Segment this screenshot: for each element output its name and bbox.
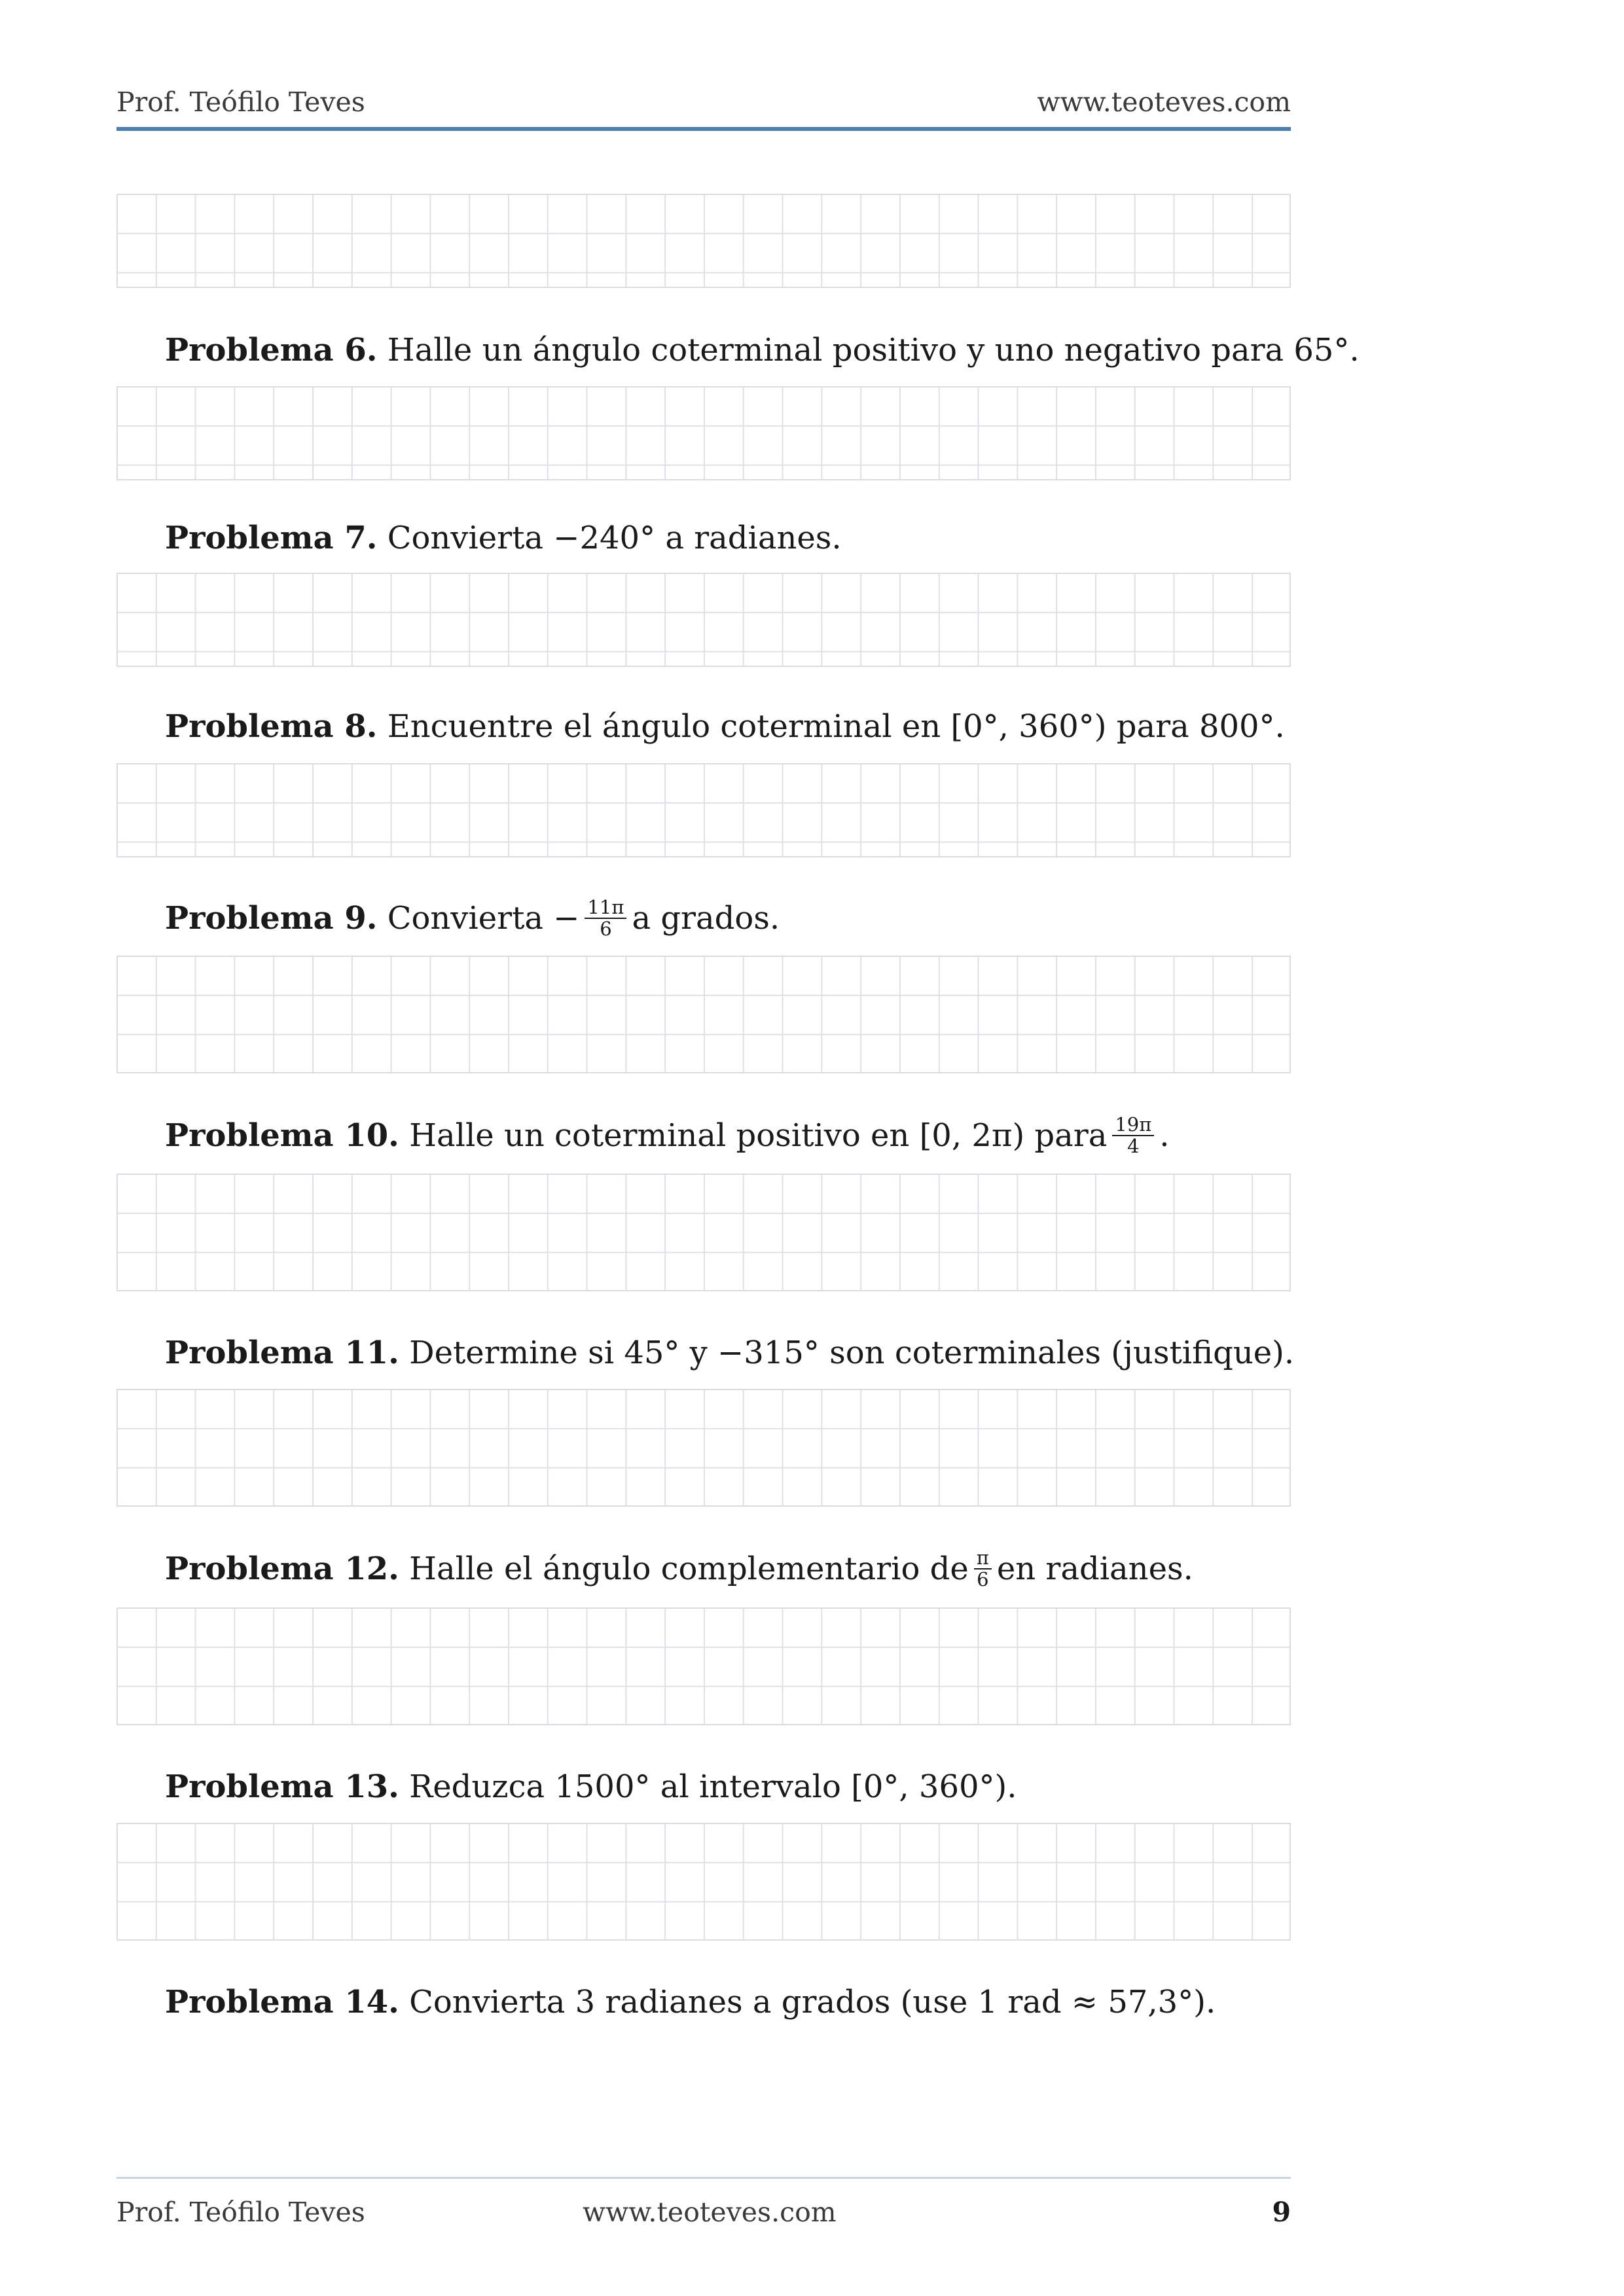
fraction-numerator: 19π [1112,1115,1154,1136]
problem-11 [165,1330,1294,1376]
footer-rule [117,2177,1291,2179]
problem-12-fraction [974,1548,992,1590]
problem-9-text-before: Convierta − [387,900,580,937]
problem-7-text: Convierta −240° a radianes. [387,520,842,556]
fraction-numerator: π [974,1548,992,1570]
footer-author: Prof. Teófilo Teves [117,2197,365,2228]
problem-13-label: Problema 13. [165,1768,399,1805]
answer-grid-7[interactable] [117,573,1291,667]
problem-7 [165,515,842,561]
problem-10 [165,1113,1170,1159]
answer-grid-8[interactable] [117,763,1291,857]
fraction-numerator: 11π [585,897,626,919]
problem-12-text-after: en radianes. [996,1551,1193,1587]
problem-11-label: Problema 11. [165,1335,399,1371]
header-author: Prof. Teófilo Teves [117,86,365,118]
problem-10-text-after: . [1159,1117,1170,1154]
problem-10-text-before: Halle un coterminal positivo en [0, 2π) para [409,1117,1108,1154]
answer-grid-11[interactable] [117,1389,1291,1507]
fraction-denominator: 6 [600,917,612,940]
fraction-denominator: 4 [1127,1134,1140,1157]
problem-8-label: Problema 8. [165,708,378,745]
problem-10-label: Problema 10. [165,1117,399,1154]
problem-6 [165,327,1360,373]
problem-11-text: Determine si 45° y −315° son coterminales (justifique). [409,1335,1295,1371]
problem-9-fraction [585,897,626,939]
problem-14-label: Problema 14. [165,1984,399,2020]
problem-13 [165,1764,1017,1810]
header-rule [117,127,1291,131]
answer-grid-5[interactable] [117,194,1291,288]
problem-13-text: Reduzca 1500° al intervalo [0°, 360°). [409,1768,1017,1805]
page-number: 9 [1272,2197,1291,2228]
footer-website[interactable]: www.teoteves.com [583,2197,837,2228]
problem-12 [165,1546,1193,1592]
problem-10-fraction [1112,1115,1154,1157]
fraction-denominator: 6 [977,1568,989,1590]
problem-14-text: Convierta 3 radianes a grados (use 1 rad ≈ 57,3°). [409,1984,1216,2020]
answer-grid-6[interactable] [117,386,1291,480]
problem-14 [165,1979,1216,2025]
problem-8 [165,704,1285,749]
problem-8-text: Encuentre el ángulo coterminal en [0°, 360°) para 800°. [387,708,1285,745]
answer-grid-13[interactable] [117,1823,1291,1941]
problem-9 [165,895,780,942]
problem-9-text-after: a grados. [632,900,780,937]
page-footer [117,2194,1291,2231]
header-website[interactable]: www.teoteves.com [1037,86,1291,118]
answer-grid-9[interactable] [117,956,1291,1073]
problem-9-label: Problema 9. [165,900,378,937]
problem-6-text: Halle un ángulo coterminal positivo y uno negativo para 65°. [387,332,1360,368]
page-header [117,84,1291,120]
problem-12-label: Problema 12. [165,1551,399,1587]
answer-grid-12[interactable] [117,1607,1291,1725]
problem-7-label: Problema 7. [165,520,378,556]
answer-grid-10[interactable] [117,1174,1291,1291]
problem-6-label: Problema 6. [165,332,378,368]
problem-12-text-before: Halle el ángulo complementario de [409,1551,969,1587]
